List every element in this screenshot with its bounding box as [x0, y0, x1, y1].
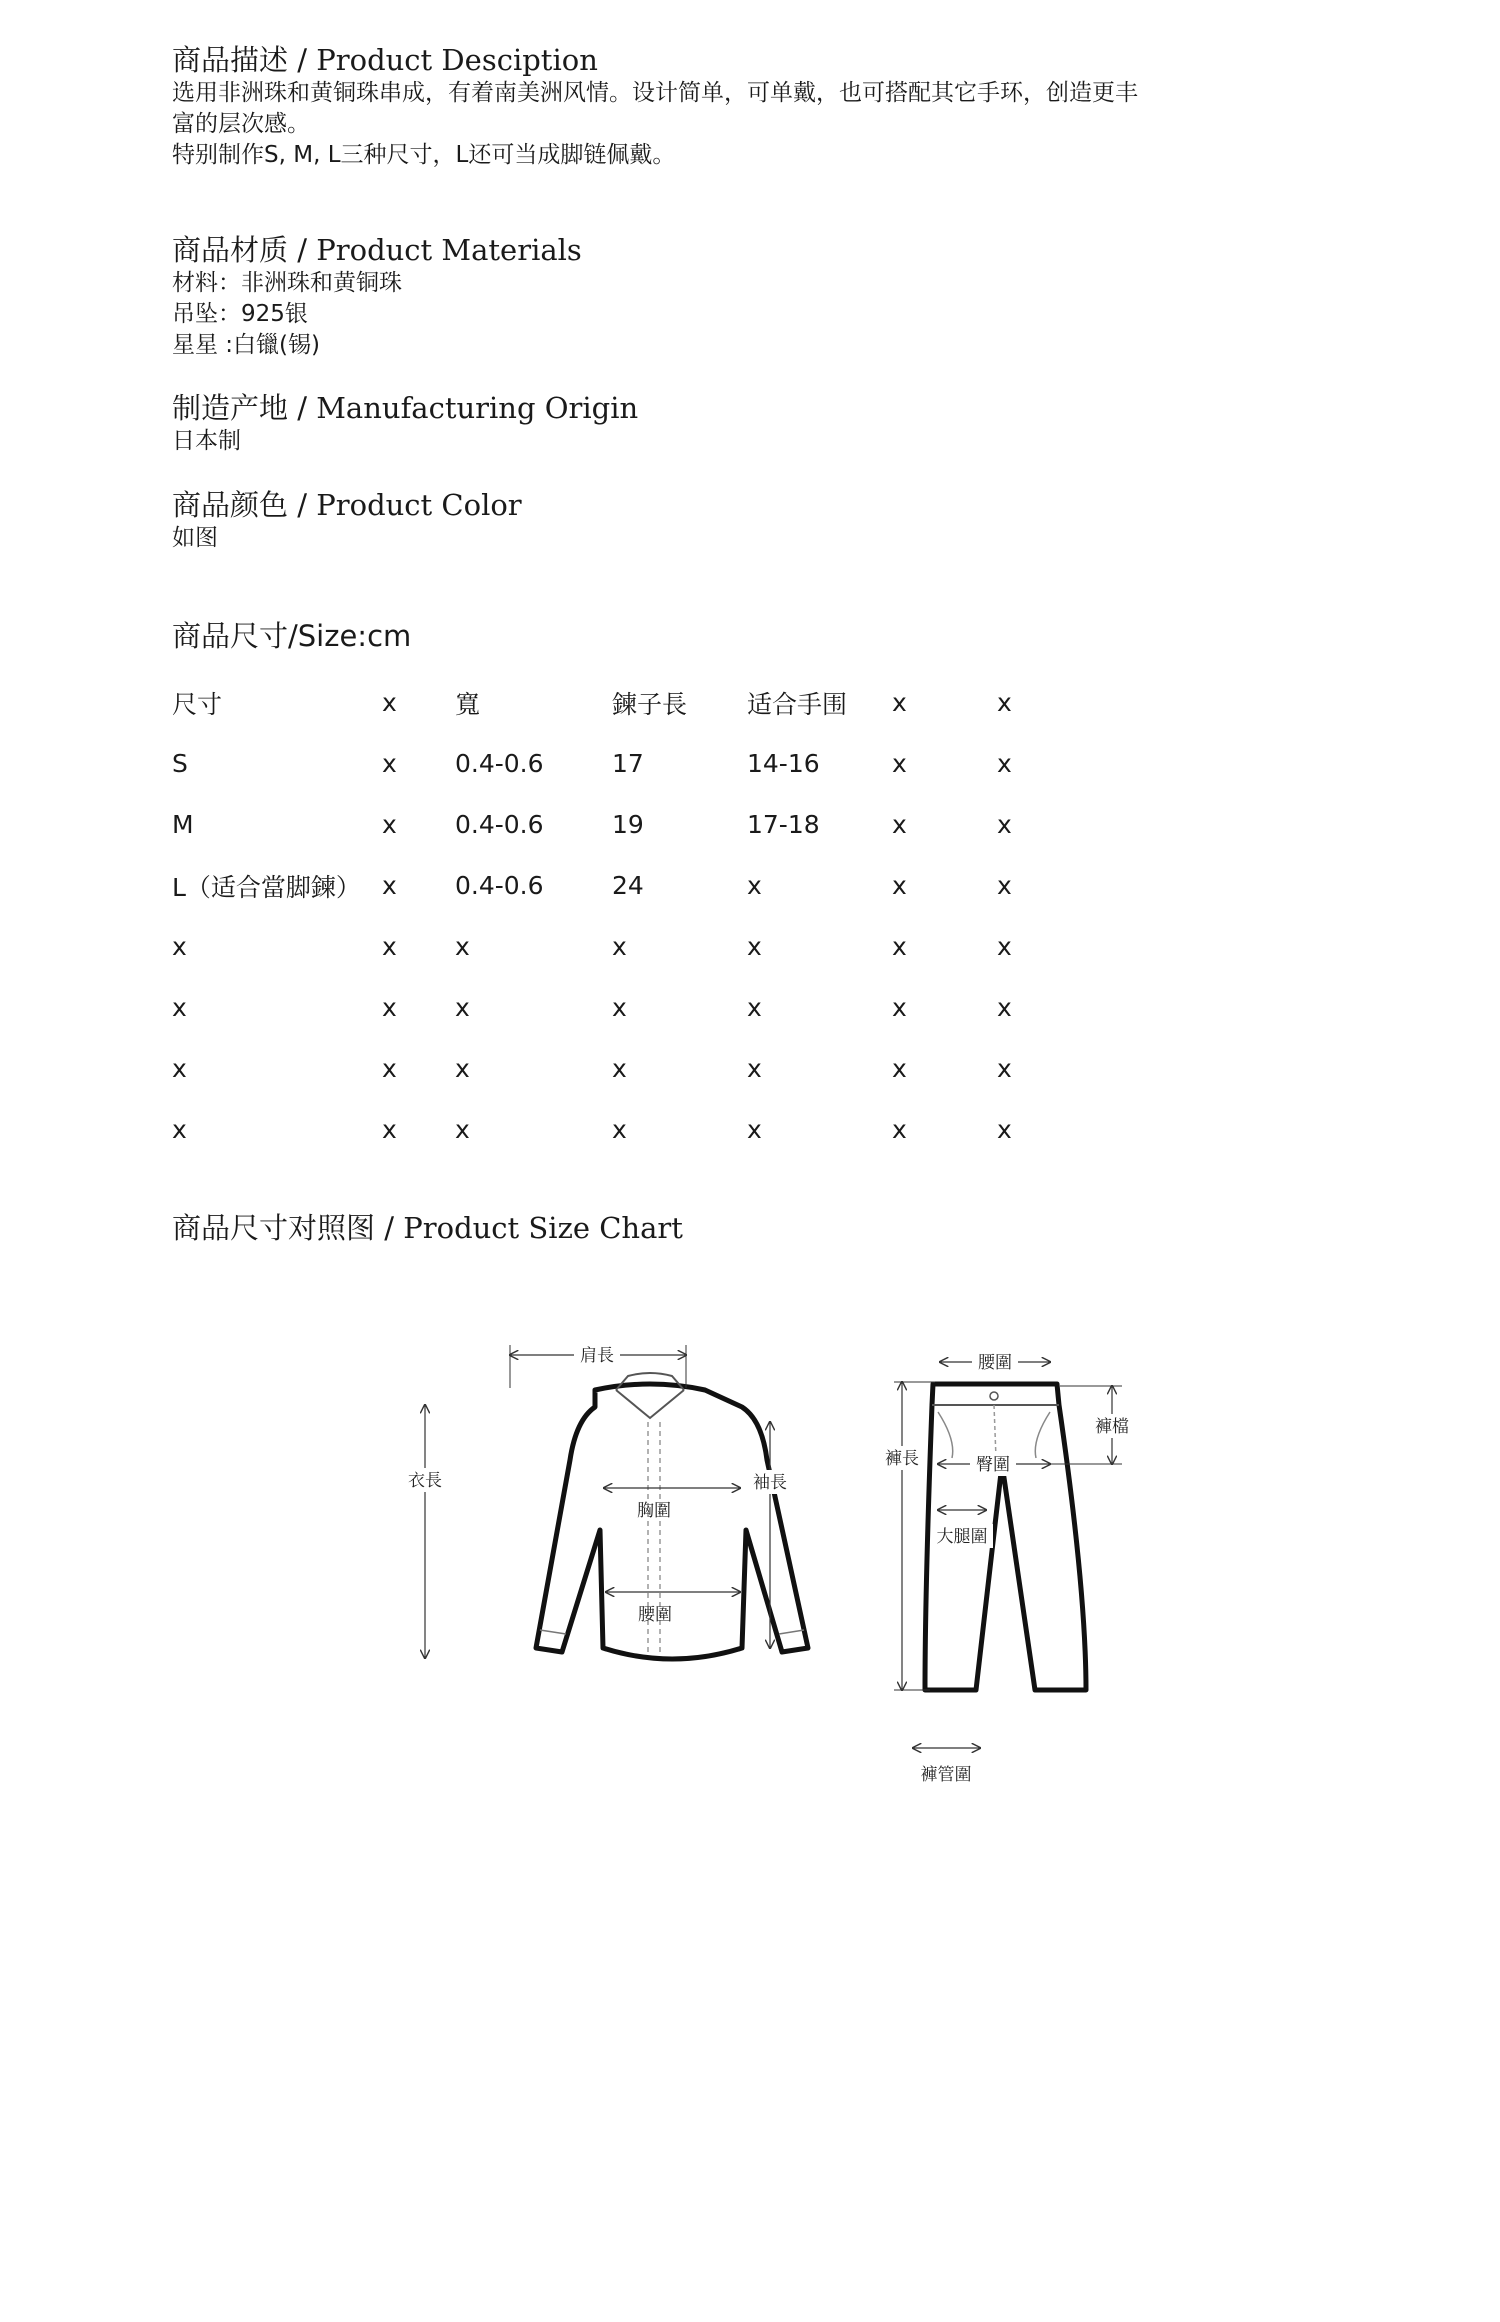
size-table-cell: 24: [612, 871, 644, 900]
pants-fly: [994, 1405, 996, 1458]
size-table-header-cell: x: [997, 688, 1012, 717]
size-table-cell: x: [997, 932, 1012, 961]
shirt-shoulder-label: 肩長: [580, 1346, 614, 1366]
size-table-cell: x: [382, 871, 397, 900]
size-table-cell: x: [382, 993, 397, 1022]
materials-line: 吊坠：925银: [172, 301, 308, 327]
size-table-cell: x: [892, 871, 907, 900]
pants-pocket: [938, 1412, 1050, 1458]
size-table-cell: x: [172, 993, 187, 1022]
size-chart-title-en: Product Size Chart: [403, 1211, 683, 1245]
color-title-en: Product Color: [316, 488, 522, 522]
materials-line: 材料：非洲珠和黄铜珠: [172, 270, 402, 296]
size-table-cell: 0.4-0.6: [455, 810, 544, 839]
size-chart-illustration: [390, 1330, 1170, 1810]
size-table-cell: x: [172, 932, 187, 961]
pants-hip-label: 臀圍: [976, 1455, 1010, 1475]
size-table-cell: x: [747, 993, 762, 1022]
size-table-cell: x: [892, 932, 907, 961]
section-description: [172, 42, 1138, 171]
size-table-row: [172, 1038, 1057, 1099]
description-line: 选用非洲珠和黄铜珠串成，有着南美洲风情。设计简单，可单戴，也可搭配其它手环，创造更丰: [172, 80, 1138, 106]
color-title-cn: 商品颜色: [172, 488, 289, 522]
size-table-row: [172, 733, 1057, 794]
size-table-cell: x: [997, 1115, 1012, 1144]
size-table-row: [172, 855, 1057, 916]
size-table-cell: x: [382, 1115, 397, 1144]
size-table-cell: S: [172, 749, 188, 778]
shirt-outline: [536, 1384, 808, 1659]
size-chart-heading: 商品尺寸对照图 / Product Size Chart: [172, 1211, 683, 1245]
origin-heading: 制造产地 / Manufacturing Origin: [172, 391, 639, 425]
size-table-cell: L（适合當脚鍊）: [172, 872, 361, 902]
description-line: 特别制作S, M, L三种尺寸，L还可当成脚链佩戴。: [172, 142, 676, 168]
shirt-sleeve-label: 袖長: [753, 1473, 787, 1493]
pants-waist-label: 腰圍: [978, 1353, 1012, 1373]
size-table-row: [172, 916, 1057, 977]
shirt-waist-label: 腰圍: [638, 1605, 672, 1625]
shirt-collar: [616, 1373, 684, 1418]
size-table-cell: x: [382, 749, 397, 778]
size-table-header-cell: x: [382, 688, 397, 717]
pants-drawing: [879, 1350, 1135, 1785]
section-color: [172, 487, 522, 554]
size-table-cell: x: [455, 1054, 470, 1083]
description-title-en: Product Desciption: [316, 43, 598, 77]
size-table-cell: x: [612, 1115, 627, 1144]
description-title-cn: 商品描述: [172, 43, 289, 77]
size-table-header-cell: x: [892, 688, 907, 717]
description-heading: 商品描述 / Product Desciption: [172, 43, 598, 77]
size-table-cell: x: [382, 810, 397, 839]
size-table-cell: x: [747, 1115, 762, 1144]
size-table-row: [172, 1099, 1057, 1160]
size-table-cell: x: [612, 1054, 627, 1083]
size-table-cell: x: [455, 932, 470, 961]
size-chart-title-cn: 商品尺寸对照图: [172, 1211, 376, 1245]
size-title: 商品尺寸/Size:cm: [172, 619, 412, 653]
size-table-cell: x: [892, 993, 907, 1022]
size-table-cell: 19: [612, 810, 644, 839]
origin-line: 日本制: [172, 428, 241, 454]
size-table-header-row: [172, 672, 1057, 733]
size-table-cell: x: [172, 1054, 187, 1083]
size-table-cell: x: [382, 1054, 397, 1083]
size-table-row: [172, 794, 1057, 855]
color-line: 如图: [172, 525, 218, 551]
pants-hem-label: 褲管圍: [920, 1765, 972, 1785]
size-table-cell: x: [455, 1115, 470, 1144]
size-table-cell: 0.4-0.6: [455, 871, 544, 900]
description-line: 富的层次感。: [172, 111, 310, 137]
pants-button: [990, 1392, 998, 1400]
size-table-header-cell: 寬: [455, 689, 481, 719]
size-table-cell: x: [892, 1054, 907, 1083]
pants-length-label: 褲長: [885, 1449, 919, 1469]
size-table-cell: 17-18: [747, 810, 820, 839]
size-table-cell: x: [455, 993, 470, 1022]
materials-title-cn: 商品材质: [172, 233, 289, 267]
pants-thigh-label: 大腿圍: [936, 1527, 988, 1547]
size-table-cell: x: [747, 1054, 762, 1083]
size-table-cell: x: [382, 932, 397, 961]
size-table-row: [172, 977, 1057, 1038]
size-table-cell: x: [997, 749, 1012, 778]
size-table-cell: x: [892, 749, 907, 778]
size-table-cell: 14-16: [747, 749, 820, 778]
size-table-cell: x: [172, 1115, 187, 1144]
shirt-chest-label: 胸圍: [637, 1501, 671, 1521]
size-table-cell: x: [892, 810, 907, 839]
shirt-drawing: [402, 1342, 808, 1659]
materials-title-en: Product Materials: [316, 233, 582, 267]
size-table-cell: x: [997, 810, 1012, 839]
materials-line: 星星 :白镴(锡): [172, 332, 321, 358]
size-table-cell: M: [172, 810, 194, 839]
shirt-length-label: 衣長: [408, 1471, 442, 1491]
color-heading: 商品颜色 / Product Color: [172, 488, 522, 522]
section-origin: [172, 390, 638, 457]
size-table-cell: x: [892, 1115, 907, 1144]
section-materials: [172, 232, 582, 361]
size-table: [172, 672, 1057, 1160]
size-table-cell: 0.4-0.6: [455, 749, 544, 778]
size-table-cell: x: [997, 1054, 1012, 1083]
pants-rise-label: 褲檔: [1095, 1417, 1129, 1437]
size-table-header-cell: 适合手围: [747, 689, 848, 719]
size-table-cell: x: [747, 932, 762, 961]
origin-title-cn: 制造产地: [172, 391, 289, 425]
size-table-cell: x: [997, 993, 1012, 1022]
size-table-cell: x: [612, 932, 627, 961]
size-table-header-cell: 鍊子長: [612, 689, 688, 719]
size-table-cell: x: [747, 871, 762, 900]
shirt-cuff: [540, 1630, 566, 1634]
shirt-cuff: [779, 1630, 804, 1634]
size-table-cell: x: [997, 871, 1012, 900]
size-table-header-cell: 尺寸: [172, 689, 223, 719]
size-table-cell: 17: [612, 749, 644, 778]
size-table-cell: x: [612, 993, 627, 1022]
materials-heading: 商品材质 / Product Materials: [172, 233, 582, 267]
origin-title-en: Manufacturing Origin: [316, 391, 639, 425]
